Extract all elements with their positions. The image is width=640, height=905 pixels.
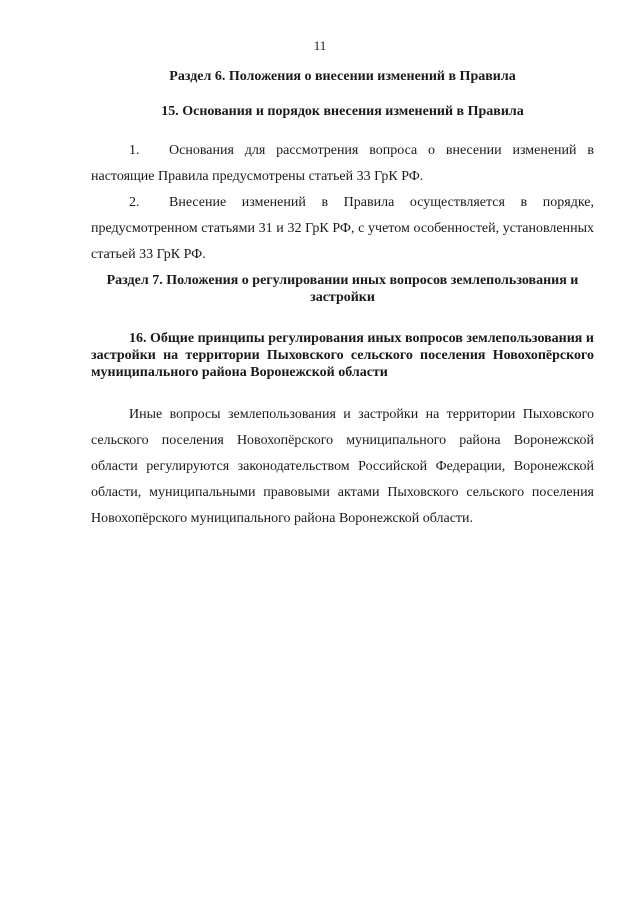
paragraph-text: Основания для рассмотрения вопроса о внесении изменений в настоящие Правила предусмотрены статьей 33 ГрК РФ. bbox=[91, 143, 594, 184]
paragraph-15-1 bbox=[91, 138, 594, 190]
section-7-heading: Раздел 7. Положения о регулировании иных вопросов землепользования и застройки bbox=[106, 273, 579, 305]
subsection-15-heading: 15. Основания и порядок внесения изменений в Правила bbox=[161, 104, 524, 119]
paragraph-number: 1. bbox=[129, 143, 140, 158]
section-6-heading: Раздел 6. Положения о внесении изменений в Правила bbox=[169, 69, 516, 84]
paragraph-16: Иные вопросы землепользования и застройки на территории Пыховского сельского поселения Новохопёрского муниципального района Воронежской области регулируются законодательством Российской Федерации, Воронежской области, муниципальными правовыми актами Пыховского сельского поселения Новохопёрского муниципального района Воронежской области. bbox=[91, 407, 594, 526]
paragraph-number: 2. bbox=[129, 195, 140, 210]
subsection-16-heading: 16. Общие принципы регулирования иных вопросов землепользования и застройки на территории Пыховского сельского поселения Новохопёрского муниципального района Воронежской области bbox=[91, 331, 594, 380]
paragraph-text: Внесение изменений в Правила осуществляется в порядке, предусмотренном статьями 31 и 32 ГрК РФ, с учетом особенностей, установленных статьей 33 ГрК РФ. bbox=[91, 195, 594, 262]
page-number: 11 bbox=[313, 38, 327, 53]
document-content bbox=[91, 68, 594, 532]
paragraph-15-2 bbox=[91, 190, 594, 268]
